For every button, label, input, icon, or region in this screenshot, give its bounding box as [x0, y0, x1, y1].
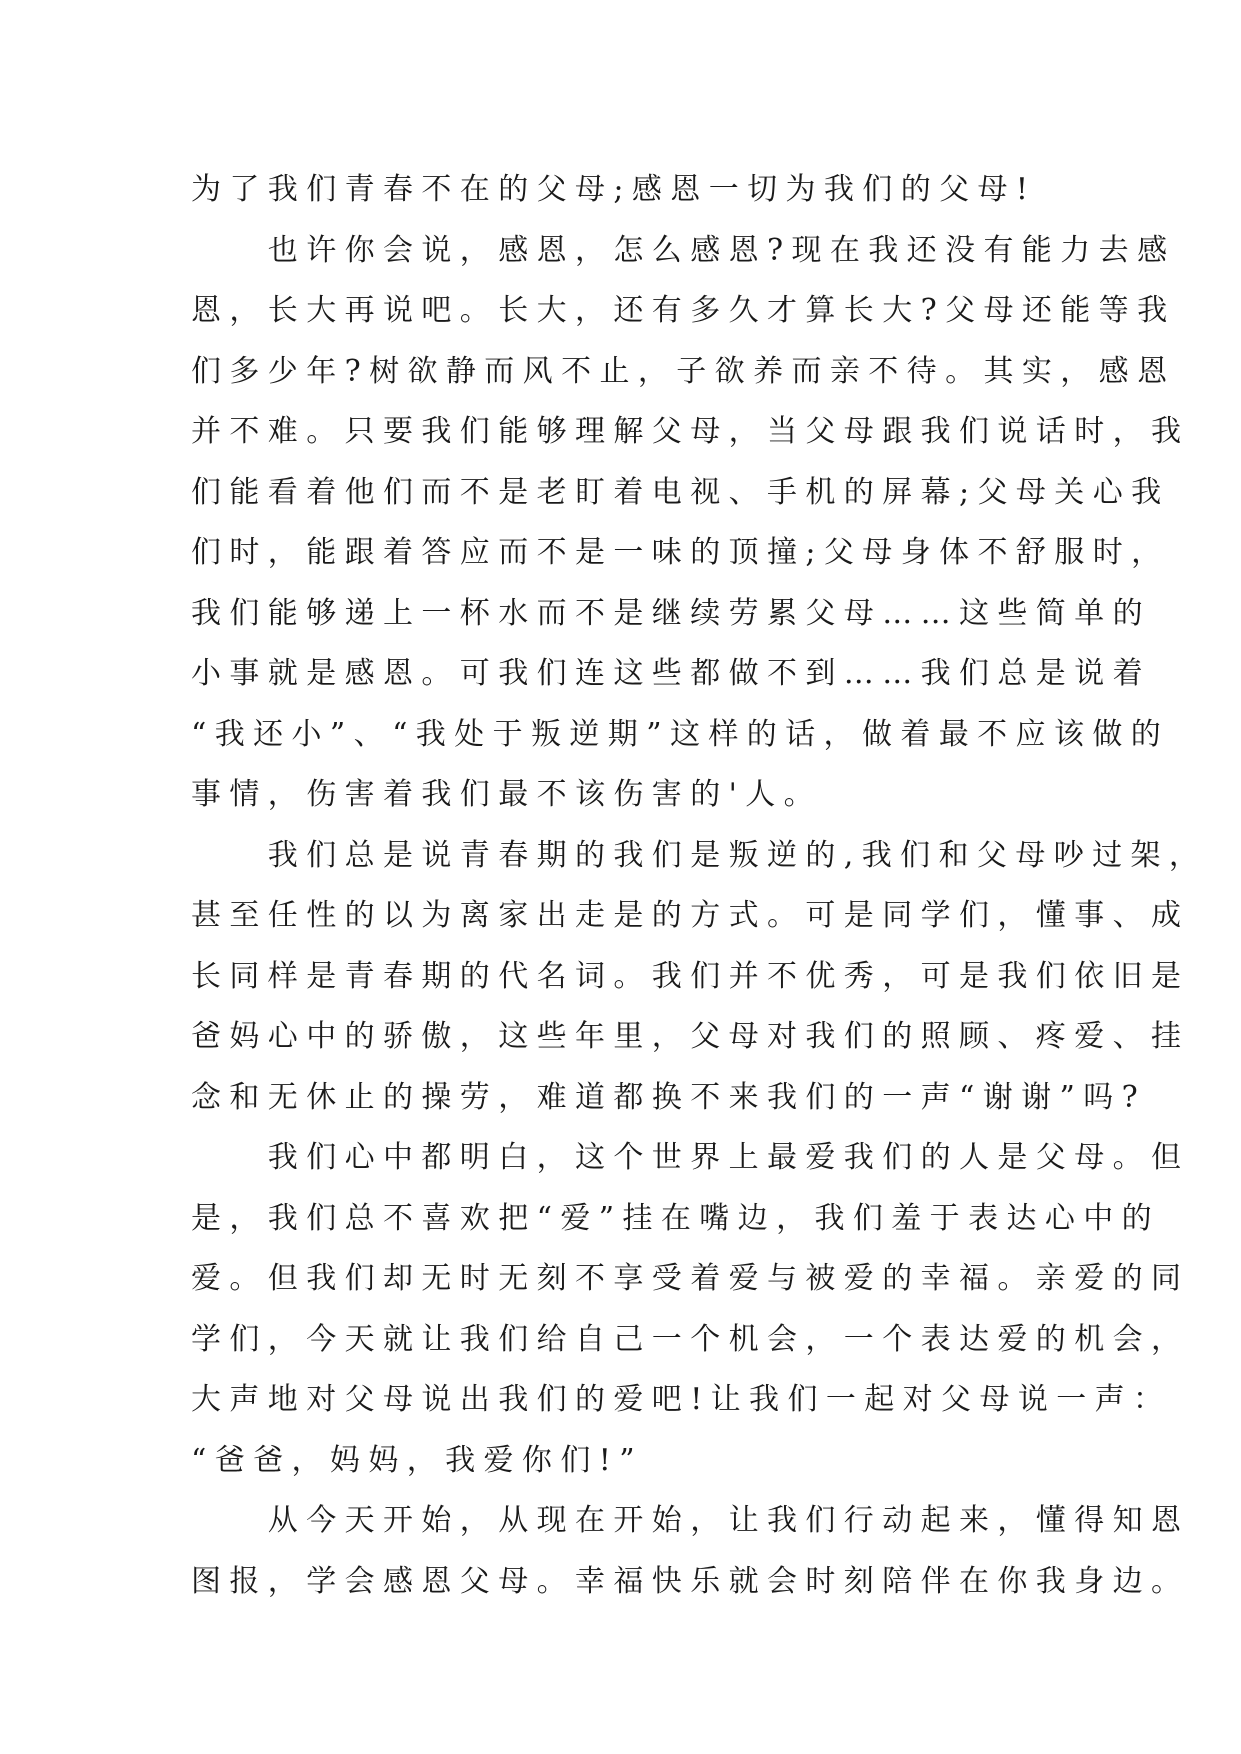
document-body [191, 160, 1208, 1612]
text-line: 们多少年?树欲静而风不止，子欲养而亲不待。其实，感恩 [191, 353, 1176, 389]
text-line: 我们总是说青春期的我们是叛逆的,我们和父母吵过架， [191, 837, 1208, 873]
text-line: 念和无休止的操劳，难道都换不来我们的一声“谢谢”吗? [191, 1079, 1147, 1115]
text-line: 大声地对父母说出我们的爱吧!让我们一起对父母说一声： [191, 1382, 1172, 1417]
text-line: 爱。但我们却无时无刻不享受着爱与被爱的幸福。亲爱的同 [191, 1261, 1190, 1296]
text-line: 从今天开始，从现在开始，让我们行动起来，懂得知恩 [191, 1503, 1190, 1538]
text-line: 事情，伤害着我们最不该伤害的'人。 [191, 777, 823, 812]
text-line: 并不难。只要我们能够理解父母，当父母跟我们说话时，我 [191, 414, 1190, 449]
text-line: 我们心中都明白，这个世界上最爱我们的人是父母。但 [191, 1140, 1190, 1175]
text-line: “爸爸，妈妈，我爱你们!” [191, 1442, 643, 1478]
text-line: 甚至任性的以为离家出走是的方式。可是同学们，懂事、成 [191, 898, 1190, 933]
text-line: 恩，长大再说吧。长大，还有多久才算长大?父母还能等我 [191, 293, 1176, 328]
text-line: 也许你会说，感恩，怎么感恩?现在我还没有能力去感 [191, 232, 1176, 268]
text-line: 为了我们青春不在的父母;感恩一切为我们的父母! [191, 172, 1037, 207]
text-line: 学们，今天就让我们给自己一个机会，一个表达爱的机会， [191, 1321, 1190, 1357]
text-line: 是，我们总不喜欢把“爱”挂在嘴边，我们羞于表达心中的 [191, 1200, 1161, 1236]
text-line: 长同样是青春期的代名词。我们并不优秀，可是我们依旧是 [191, 958, 1190, 994]
text-line: 小事就是感恩。可我们连这些都做不到……我们总是说着 [191, 656, 1151, 691]
text-line: 们能看着他们而不是老盯着电视、手机的屏幕;父母关心我 [191, 474, 1170, 510]
text-line: 我们能够递上一杯水而不是继续劳累父母……这些简单的 [191, 595, 1151, 631]
text-line: 爸妈心中的骄傲，这些年里，父母对我们的照顾、疼爱、挂 [191, 1019, 1190, 1054]
text-line: 图报，学会感恩父母。幸福快乐就会时刻陪伴在你我身边。 [191, 1563, 1190, 1599]
text-line: 们时，能跟着答应而不是一味的顶撞;父母身体不舒服时， [191, 535, 1170, 570]
text-line: “我还小”、“我处于叛逆期”这样的话，做着最不应该做的 [191, 716, 1170, 752]
